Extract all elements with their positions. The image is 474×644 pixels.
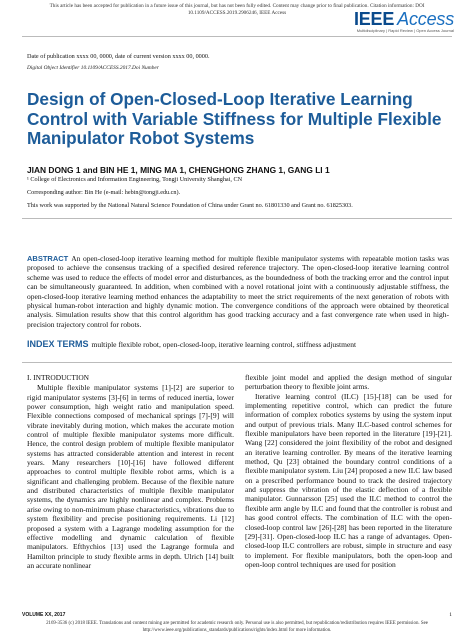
volume-label: VOLUME XX, 2017 xyxy=(22,612,66,618)
intro-paragraph-1: Multiple flexible manipulator systems [1]-[2] are superior to rigid manipulator systems [3]-[6] in terms of reduced inertia, lower power consumption, high weight ratio and manipulation speed. Flexible connections composed of mechanical springs [7]-[9] will vibrate inevitably during motion, which makes the accurate motion control of multiple flexible manipulator systems more difficult. Hence, the control design problem of multiple flexible manipulator systems has attracted considerable attention and interest in recent years. Many researchers [10]-[16] have followed different approaches to control multiple flexible robot arms, which is a significant and challenging problem. Because of the flexible nature and distributed characteristics of multiple flexible manipulator systems, the dynamics are highly nonlinear and complex. Problems arise owing to non-minimum phase characteristics, vibrations due to system flexibility and precise positioning requirements. Li [12] proposed a system with a Lagrange modeling assumption for the effective modelling and dynamic calculation of flexible manipulators. Efthychios [13] used the Lagrange formula and Hamilton principle to study flexible arms in depth. Ulrich [14] built an accurate nonlinear xyxy=(27,383,234,570)
license-line-2: http://www.ieee.org/publications_standards/publications/rights/index.html for more information. xyxy=(142,627,332,633)
license-line-1: 2169-3536 (c) 2018 IEEE. Translations and content mining are permitted for academic research only. Personal use is also permitted, but republication/redistribution requires IEEE permission. See xyxy=(46,621,428,626)
logo-word-access: Access xyxy=(397,9,454,29)
index-terms xyxy=(27,340,449,349)
abstract-text: An open-closed-loop iterative learning method for multiple flexible manipulator systems with repeatable motion tasks was proposed to achieve the consensus tracking of a specified desired reference trajectory. The open-closed-loop iterative learning control scheme was used to reduce the effects of model error and disturbances, as the boundedness of both the tracking error and the control input can be simultaneously guaranteed. In addition, when combined with a novel rotational joint with a continuously adjustable stiffness, the open-closed-loop iterative learning method enhances the adaptability to meet the strict requirements of the next generation of robots with physical human-robot interaction and highly dynamic motion. The convergence conditions of the approach were obtained by theoretical analysis. Simulation results show that this control algorithm has good tracking accuracy and a fast convergence rate when used in high-precision trajectory control for robots. xyxy=(27,254,449,329)
abstract xyxy=(27,254,449,329)
section-heading: I. INTRODUCTION xyxy=(27,373,89,382)
affiliation: ¹ College of Electronics and Information Engineering, Tongji University Shanghai, CN xyxy=(27,176,243,183)
author-list: JIAN DONG 1 and BIN HE 1, MING MA 1, CHENGHONG ZHANG 1, GANG LI 1 xyxy=(27,165,330,175)
license-footer xyxy=(22,621,452,634)
logo-tagline: Multidisciplinary | Rapid Review | Open Access Journal xyxy=(356,28,454,33)
body-divider xyxy=(22,362,452,363)
header-notice-line-1: This article has been accepted for publication in a future issue of this journal, but has not been fully edited. Content may change prior to final publication. Citation information: DOI xyxy=(49,3,425,9)
right-column xyxy=(245,373,452,569)
page-number: 1 xyxy=(449,612,452,618)
header-divider xyxy=(22,36,452,37)
corresponding-author: Corresponding author: Bin He (e-mail: hebin@tongji.edu.cn). xyxy=(27,189,181,196)
index-terms-label: INDEX TERMS xyxy=(27,339,89,349)
logo-word: IEEE xyxy=(353,9,395,29)
funding-divider xyxy=(22,218,452,219)
intro-paragraph-2: flexible joint model and applied the design method of singular perturbation theory to flexible joint arms. xyxy=(245,373,452,392)
funding-note: This work was supported by the National Natural Science Foundation of China under Grant no. 61801330 and Grant no. 61825303. xyxy=(27,202,353,209)
abstract-label: ABSTRACT xyxy=(27,254,69,263)
ieee-access-logo xyxy=(354,9,454,33)
publication-dates: Date of publication xxxx 00, 0000, date of current version xxxx 00, 0000. xyxy=(27,53,210,60)
left-column xyxy=(27,373,234,570)
header-notice-line-2: 10.1109/ACCESS.2019.2906246, IEEE Access xyxy=(187,10,287,16)
intro-paragraph-3: Iterative learning control (ILC) [15]-[18] can be used for implementing repetitive control, which can predict the future information of complex robotics systems by using the system input and output of previous trials. Many ILC-based control schemes for flexible manipulators have been reported in the literature [19]-[21]. Wang [22] considered the joint flexibility of the robot and designed an iterative learning controller. By means of the iterative learning method, Qu [23] obtained the boundary control conditions of a flexible manipulator system. Liu [24] proposed a new ILC law based on a prescribed performance bound to track the desired trajectory and suppress the vibration of the elastic deflection of a flexible manipulator. Gunnarsson [25] used the ILC method to control the flexible arm angle by ILC and found that the controller is robust and has good control effects. The combination of ILC with the open-closed-loop control law [26]-[28] has been reported in the literature [29]-[31]. Open-closed-loop ILC has a range of advantages. Open-closed-loop ILC controllers are robust, simple in structure and easy to implement. For flexible manipulators, both the open-loop and open-loop control techniques are used for position xyxy=(245,391,452,569)
index-terms-text: multiple flexible robot, open-closed-loop, iterative learning control, stiffness adjustment xyxy=(91,340,357,349)
paper-title: Design of Open-Closed-Loop Iterative Learning Control with Variable Stiffness for Multiple Flexible Manipulator Robot Systems xyxy=(27,89,442,148)
doi-line: Digital Object Identifier 10.1109/ACCESS.2017.Doi Number xyxy=(27,65,159,71)
